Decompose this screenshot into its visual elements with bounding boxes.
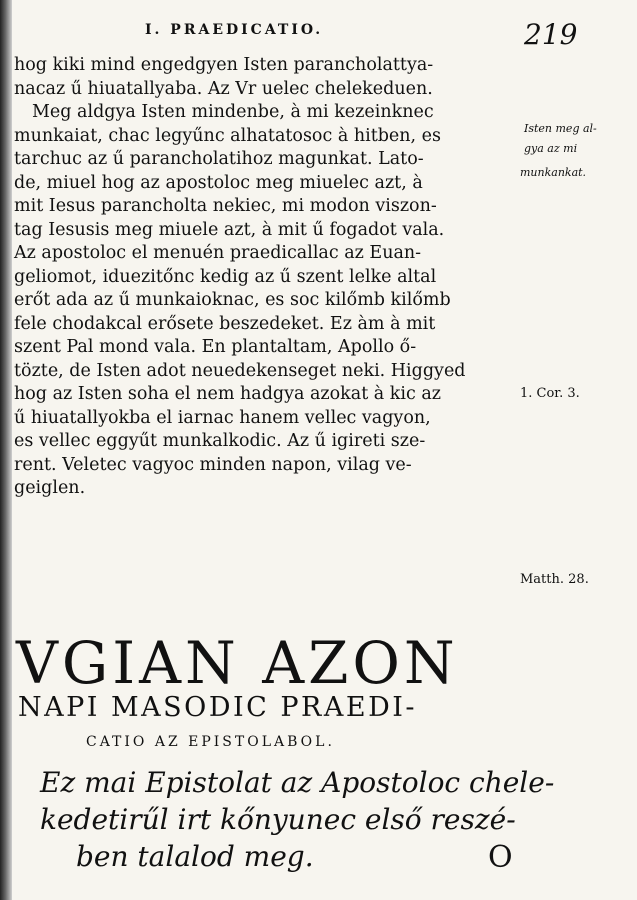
text-line: nacaz ű hiuatallyaba. Az Vr uelec chelekeduen. — [14, 78, 433, 99]
text-line: fele chodakcal erősete beszedeket. Ez àm à mit — [14, 313, 436, 334]
text-line: tözte, de Isten adot neuedekenseget neki. Higgyed — [14, 360, 466, 381]
text-line: munkaiat, chac legyűnc alhatatosoc à hitben, es — [14, 125, 442, 146]
sermon-body-text — [14, 54, 524, 501]
text-line: tag Iesusis meg miuele azt, à mit ű fogadot vala. — [14, 219, 445, 240]
running-header: I. PRAEDICATIO. — [145, 22, 324, 38]
text-line: Meg aldgya Isten mindenbe, à mi kezeinknec — [32, 102, 434, 122]
intro-line: kedetirűl irt kőnyunec első reszé- — [40, 803, 516, 836]
text-line: tarchuc az ű parancholatihoz magunkat. Lato- — [14, 149, 424, 169]
intro-line: ben talalod meg. — [76, 840, 314, 873]
text-line: geiglen. — [14, 478, 86, 498]
text-line: hog kiki mind engedgyen Isten parancholattya- — [14, 55, 434, 75]
sermon-subtitle: NAPI MASODIC PRAEDI- — [18, 692, 418, 723]
text-line: de, miuel hog az apostoloc meg miuelec azt, à — [14, 172, 423, 193]
binding-gutter-shadow — [0, 0, 12, 900]
text-line: rent. Veletec vagyoc minden napon, vilag ve- — [14, 454, 412, 475]
margin-reference: Matth. 28. — [520, 572, 589, 587]
margin-note-line: gya az mi — [524, 142, 578, 155]
intro-line: Ez mai Epistolat az Apostoloc chele- — [40, 766, 555, 799]
text-line: Az apostoloc el menuén praedicallac az Euan- — [14, 243, 422, 263]
text-line: mit Iesus parancholta nekiec, mi modon viszon- — [14, 196, 437, 216]
text-line: erőt ada az ű munkaioknac, es soc kilőmb kilőmb — [14, 290, 451, 310]
sermon-subtitle-continued: CATIO AZ EPISTOLABOL. — [86, 734, 335, 750]
text-line: szent Pal mond vala. En plantaltam, Apollo ő- — [14, 337, 417, 357]
text-line: es vellec eggyűt munkalkodic. Az ű igireti sze- — [14, 431, 426, 451]
text-line: ű hiuatallyokba el iarnac hanem vellec vagyon, — [14, 407, 431, 428]
text-line: hog az Isten soha el nem hadgya azokat à kic az — [14, 384, 442, 404]
page-number: 219 — [524, 18, 578, 51]
margin-note-line: Isten meg al- — [524, 122, 597, 135]
margin-note-line: munkankat. — [520, 166, 587, 179]
sermon-title: VGIAN AZON — [16, 629, 459, 697]
epistle-intro — [40, 764, 555, 875]
margin-reference: 1. Cor. 3. — [520, 386, 580, 401]
catchword: O — [488, 840, 513, 875]
text-line: geliomot, iduezitőnc kedig az ű szent lelke altal — [14, 266, 437, 287]
